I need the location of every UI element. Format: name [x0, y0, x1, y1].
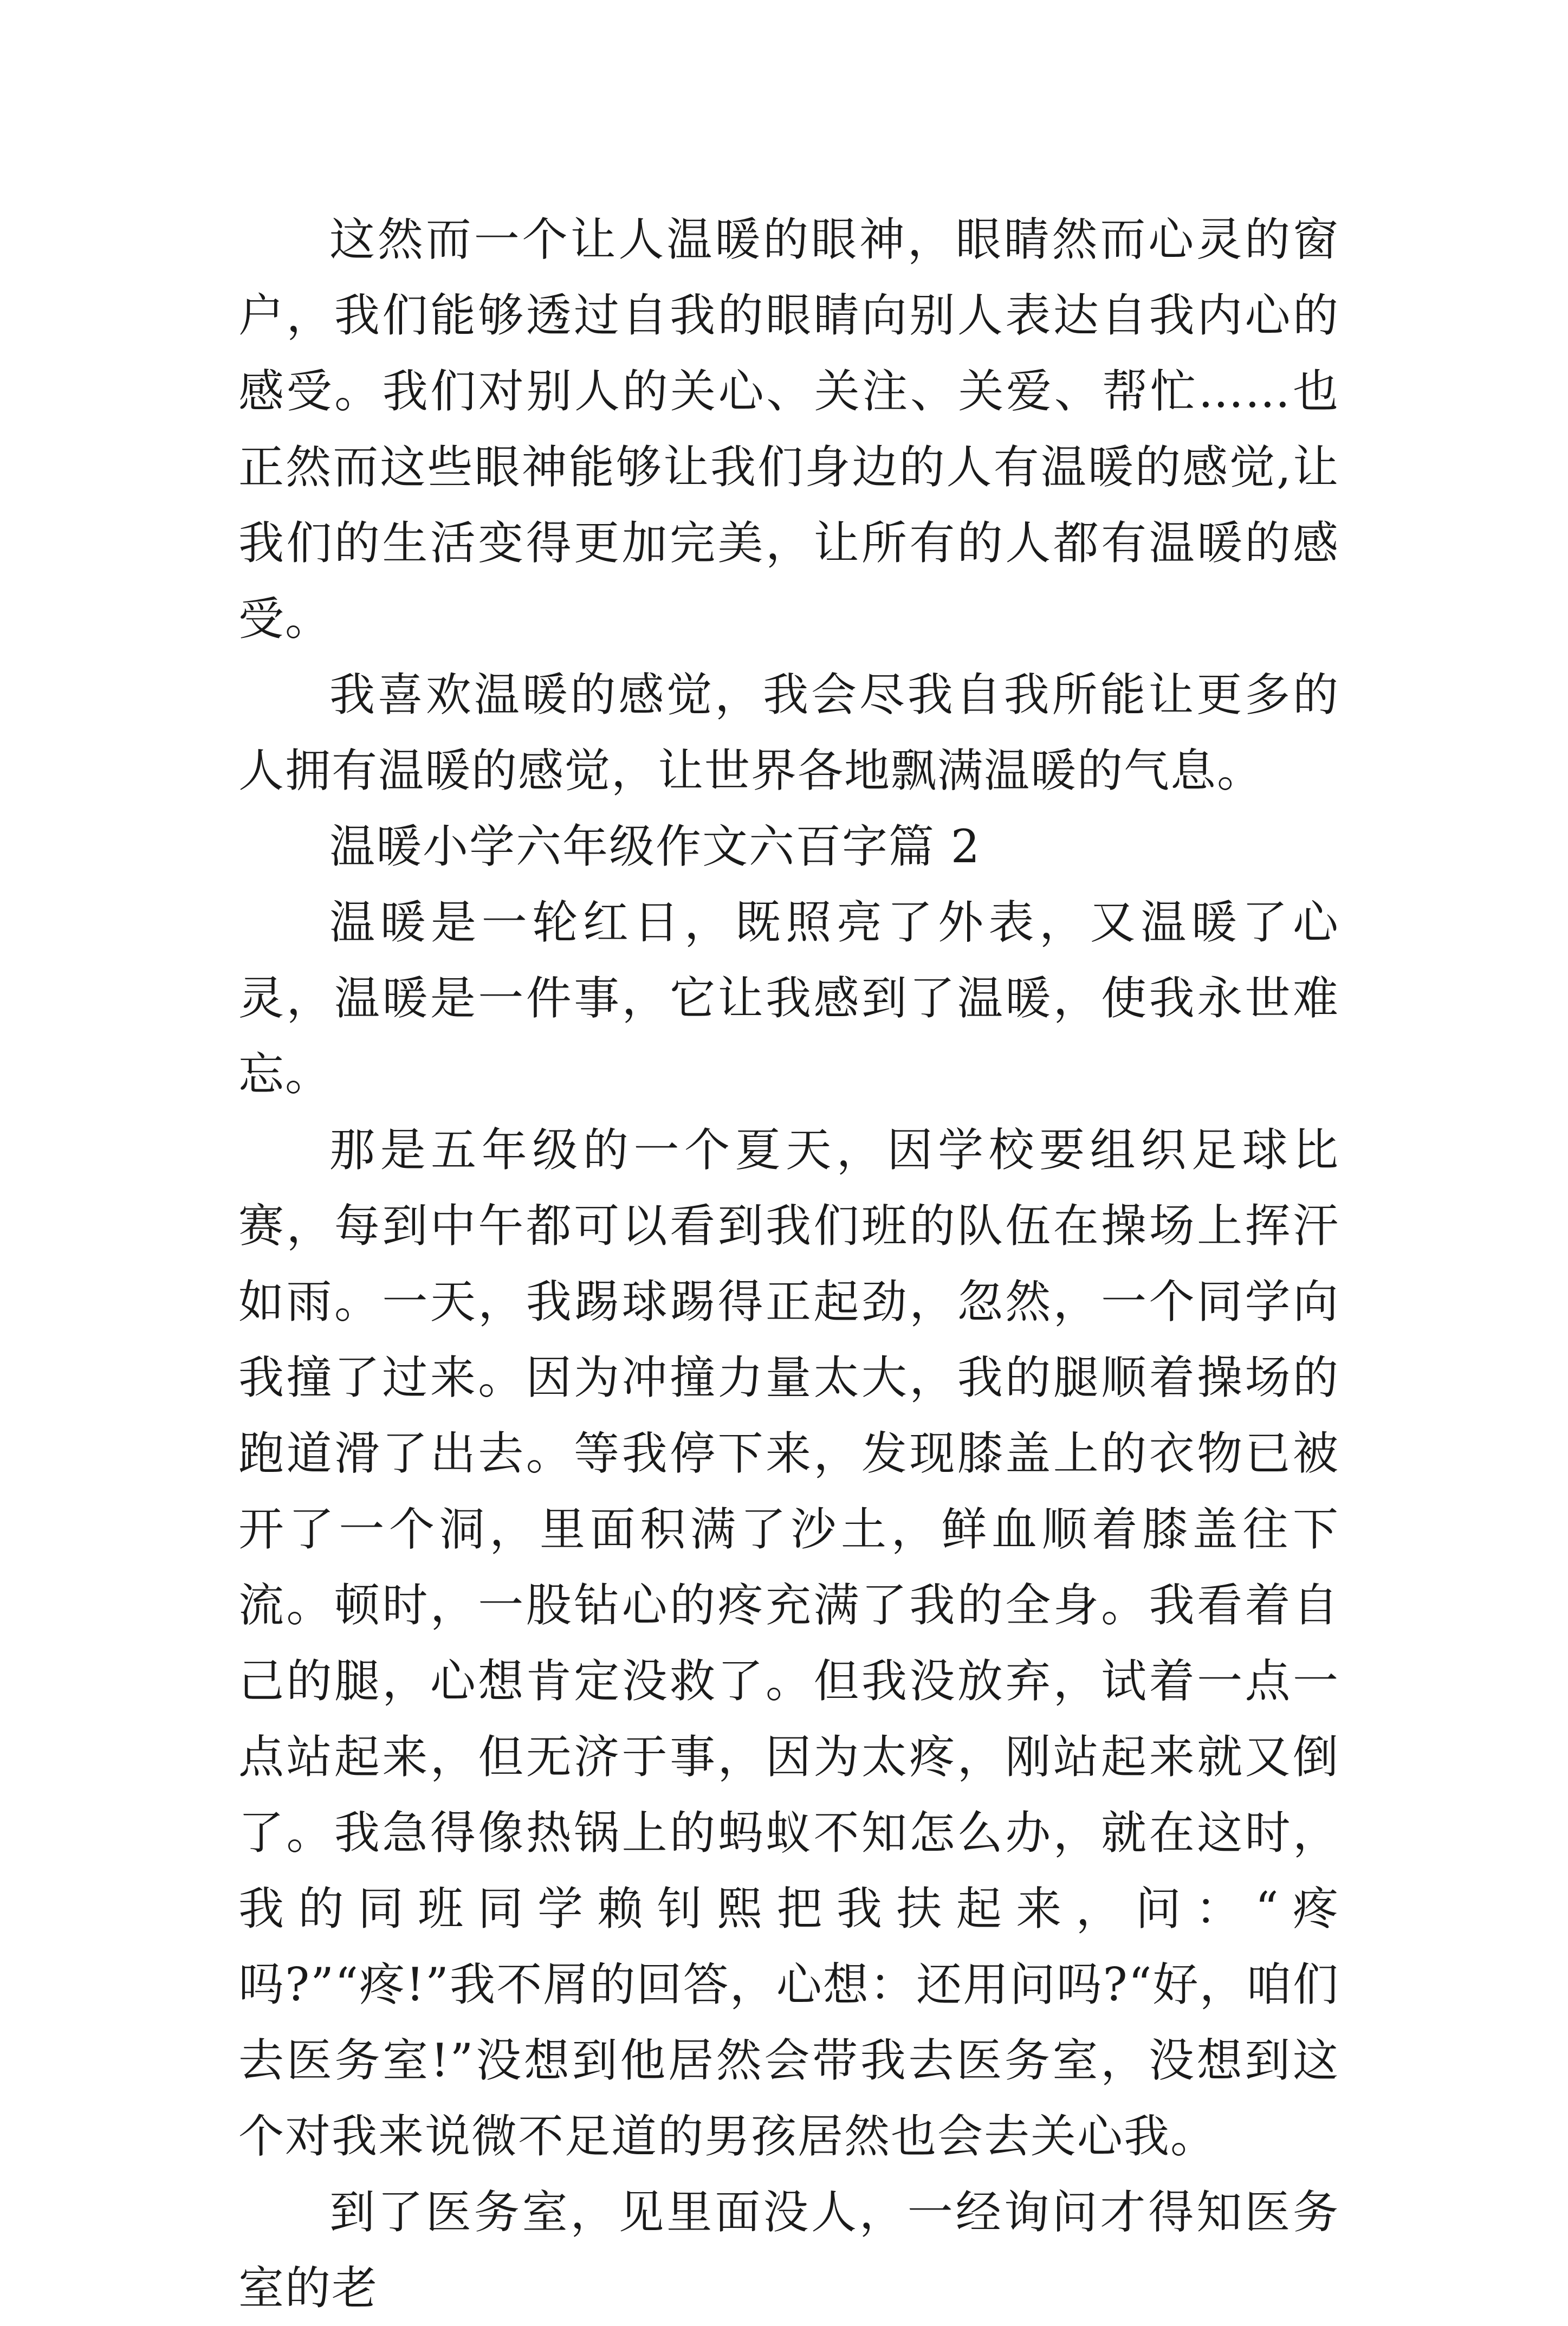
document-body — [238, 202, 1339, 2326]
paragraph-warm-gaze: 这然而一个让人温暖的眼神，眼睛然而心灵的窗户，我们能够透过自我的眼睛向别人表达自我内心的感受。我们对别人的关心、关注、关爱、帮忙……也正然而这些眼神能够让我们身边的人有温暖的感觉,让我们的生活变得更加完美，让所有的人都有温暖的感受。 — [238, 213, 1339, 645]
paragraph-red-sun: 温暖是一轮红日，既照亮了外表，又温暖了心灵，温暖是一件事，它让我感到了温暖，使我永世难忘。 — [238, 896, 1339, 1101]
paragraph-football-story: 那是五年级的一个夏天，因学校要组织足球比赛，每到中午都可以看到我们班的队伍在操场上挥汗如雨。一天，我踢球踢得正起劲，忽然，一个同学向我撞了过来。因为冲撞力量太大，我的腿顺着操场的跑道滑了出去。等我停下来，发现膝盖上的衣物已被开了一个洞，里面积满了沙土，鲜血顺着膝盖往下流。顿时，一股钻心的疼充满了我的全身。我看着自己的腿，心想肯定没救了。但我没放弃，试着一点一点站起来，但无济于事，因为太疼，刚站起来就又倒了。我急得像热锅上的蚂蚁不知怎么办，就在这时，我的同班同学赖钊熙把我扶起来，问：“疼吗?”“疼!”我不屑的回答，心想：还用问吗?“好，咱们去医务室!”没想到他居然会带我去医务室，没想到这个对我来说微不足道的男孩居然也会去关心我。 — [238, 1123, 1339, 2163]
paragraph-like-warmth: 我喜欢温暖的感觉，我会尽我自我所能让更多的人拥有温暖的感觉，让世界各地飘满温暖的气息。 — [238, 668, 1339, 797]
section-heading: 温暖小学六年级作文六百字篇 2 — [329, 820, 981, 873]
paragraph-clinic: 到了医务室，见里面没人，一经询问才得知医务室的老 — [238, 2186, 1339, 2315]
